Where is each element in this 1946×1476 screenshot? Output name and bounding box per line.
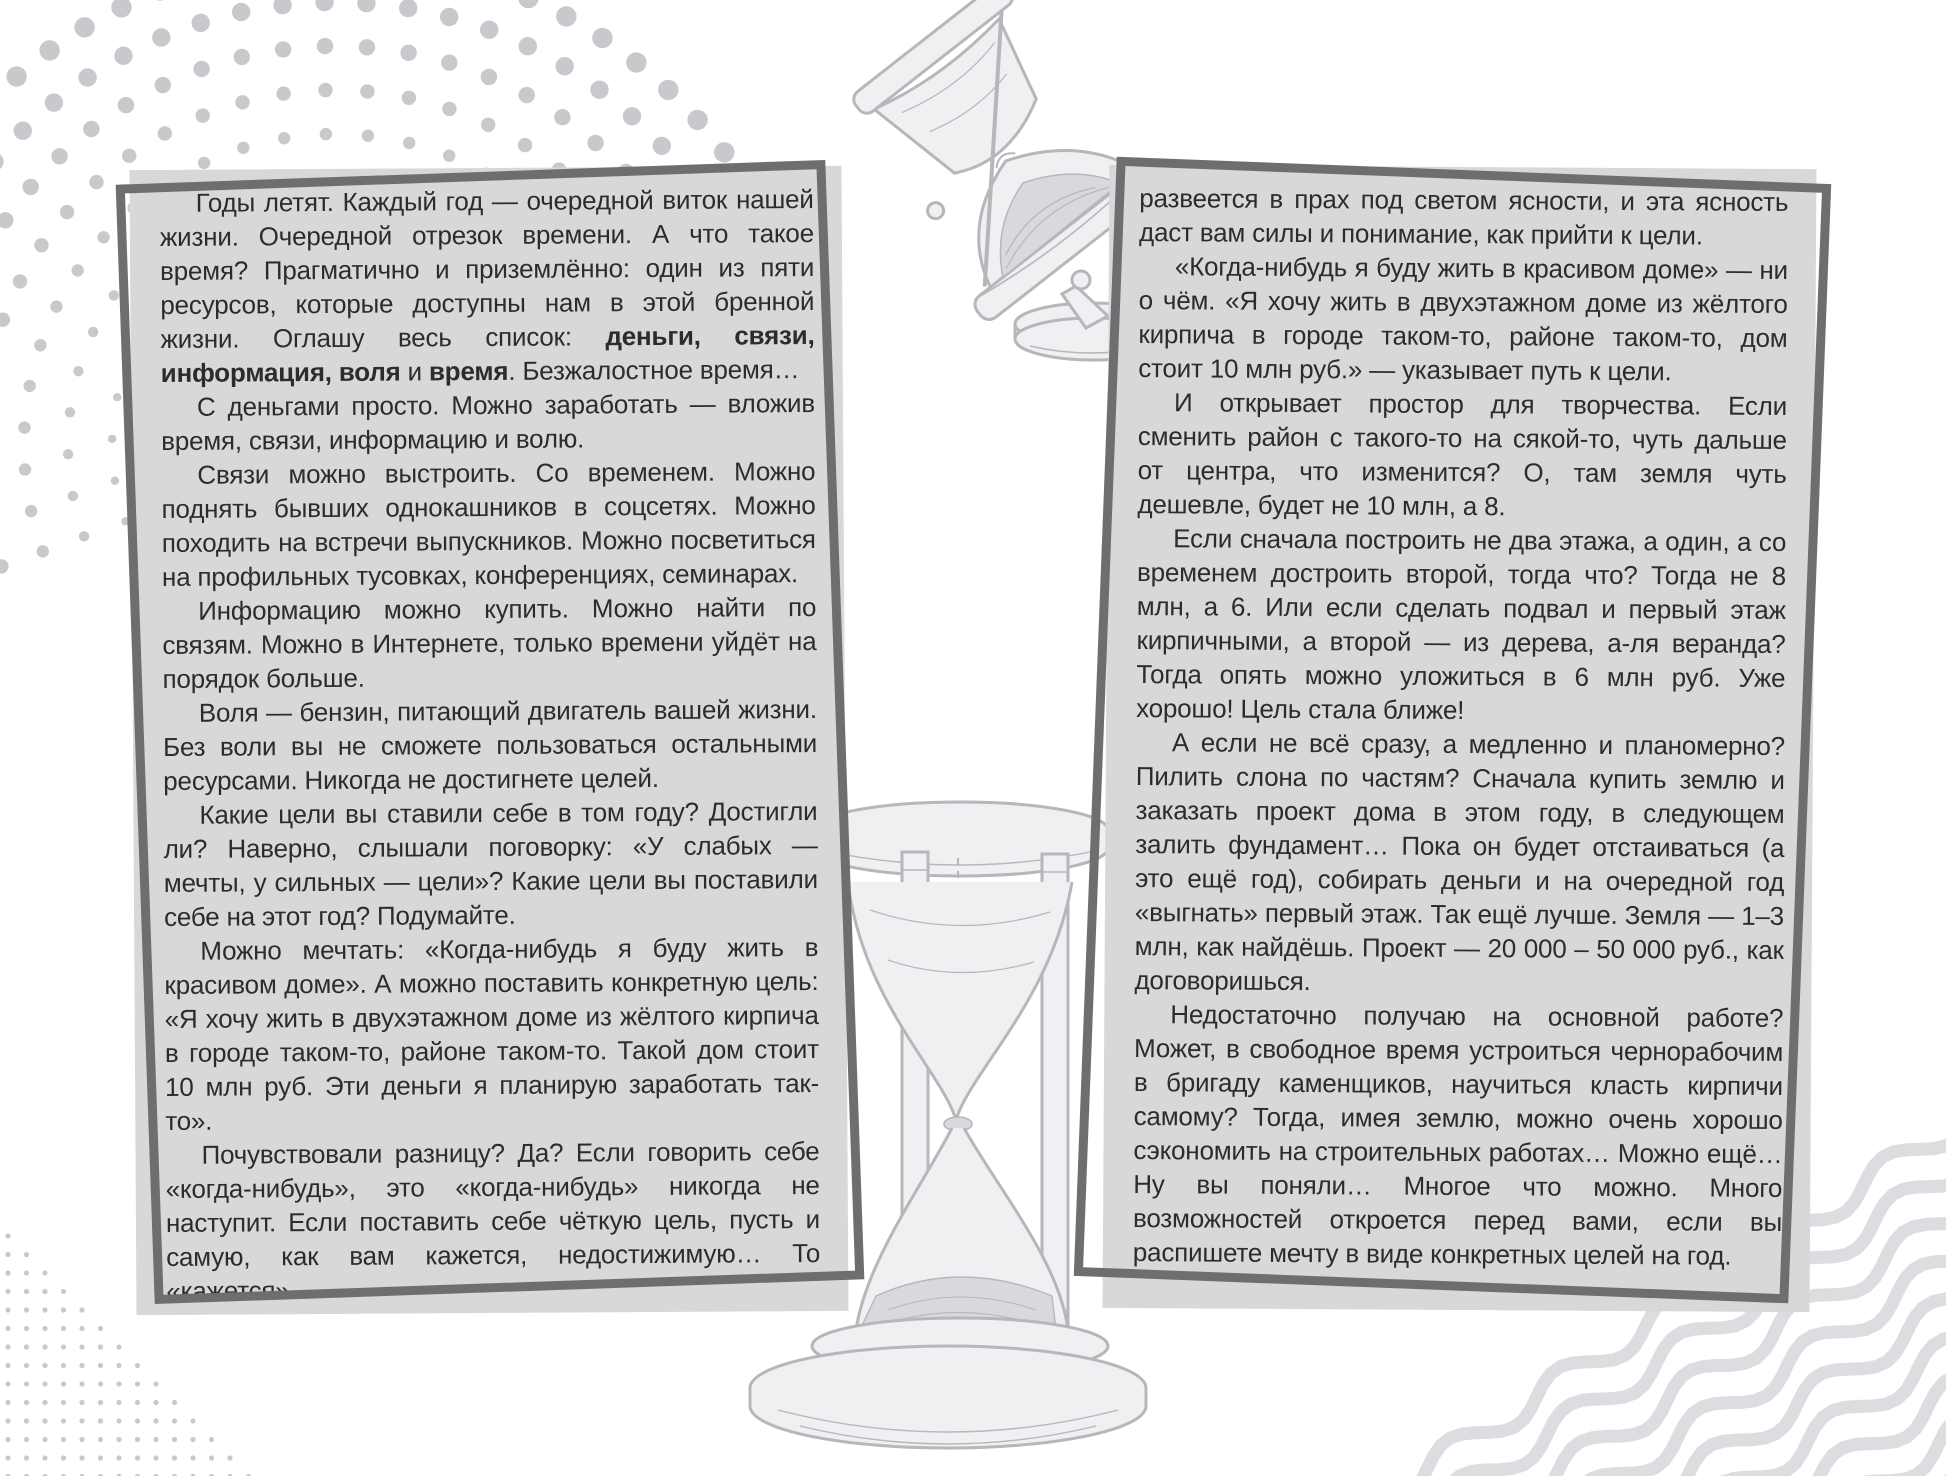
paragraph: Связи можно выстроить. Со временем. Можно поднять бывших однокашников в соцсетях. Можно походить на встречи выпускников. Можно посветиться на профильных тусовках, конференциях, семинарах. <box>161 456 816 592</box>
paragraph: Почувствовали разницу? Да? Если говорить себе «когда-нибудь», это «когда-нибудь» никогда не наступит. Если поставить себе чёткую цель, пусть и самую, как вам кажется, недостижимую… То «кажется» <box>165 1135 821 1306</box>
paragraph: Воля — бензин, питающий двигатель вашей жизни. Без воли вы не сможете пользоваться остальными ресурсами. Никогда не достигнете целей. <box>162 693 818 796</box>
left-page-text <box>130 166 849 1315</box>
paragraph: Годы летят. Каждый год — очередной виток нашей жизни. Очередной отрезок времени. А что такое время? Прагматично и приземлённо: один из пяти ресурсов, которые доступны нам в этой бренной жизни. Оглашу весь список: деньги, связи, информация, воля и время. Безжалостное время… <box>159 184 815 388</box>
paragraph: Недостаточно получаю на основной работе? Может, в свободное время устроиться чернорабочим в бригаду каменщиков, научиться класть кирпичи самому? Тогда, имея землю, можно очень хорошо сэкономить на строительных работах… Можно ещё… Ну вы поняли… Многое что можно. Много возможностей откроется перед вами, если вы распишете мечту в виде конкретных целей на год. <box>1132 999 1784 1271</box>
paragraph: С деньгами просто. Можно заработать — вложив время, связи, информацию и волю. <box>161 388 816 456</box>
right-page <box>1103 165 1817 1312</box>
paragraph: Информацию можно купить. Можно найти по связям. Можно в Интернете, только времени уйдёт на порядок больше. <box>162 591 817 694</box>
right-page-text <box>1103 165 1817 1312</box>
paragraph: И открывает простор для творчества. Если сменить район с такого-то на сякой-то, чуть дальше от центра, что изменится? О, там земля чуть дешевле, будет не 10 млн, а 8. <box>1137 387 1788 522</box>
paragraph: Какие цели вы ставили себе в том году? Достигли ли? Наверно, слышали поговорку: «У слабых — мечты, у сильных — цели»? Какие цели вы поставили себе на этот год? Подумайте. <box>163 795 818 932</box>
left-page <box>130 166 849 1315</box>
paragraph: А если не всё сразу, а медленно и планомерно? Пилить слона по частям? Сначала купить землю и заказать проект дома в этом году, в следующем залить фундамент… Пока он будет отстаиваться (а это ещё год), собирать деньги и на очередной год «выгнать» первый этаж. Так ещё лучше. Земля — 1–3 млн, как найдёшь. Проект — 20 000 – 50 000 руб., как договоришься. <box>1134 727 1786 997</box>
paragraph: развеется в прах под светом ясности, и эта ясность даст вам силы и понимание, как прийти к цели. <box>1138 183 1789 251</box>
paragraph: Можно мечтать: «Когда-нибудь я буду жить в красивом доме». А можно поставить конкретную цель: «Я хочу жить в двухэтажном доме из жёлтого кирпича в городе таком-то, районе таком-то. Такой дом стоит 10 млн руб. Эти деньги я планирую заработать так-то». <box>164 931 820 1136</box>
paragraph: «Когда-нибудь я буду жить в красивом доме» — ни о чём. «Я хочу жить в двухэтажном доме из жёлтого кирпича в городе таком-то, районе таком-то, дом стоит 10 млн руб.» — указывает путь к цели. <box>1138 251 1788 387</box>
paragraph: Если сначала построить не два этажа, а один, а со временем достроить второй, тогда что? Тогда не 8 млн, а 6. Или если сделать подвал и первый этаж кирпичными, а второй — из дерева, а-ля веранда? Тогда опять можно уложиться в 6 млн руб. Уже хорошо! Цель стала ближе! <box>1136 523 1787 726</box>
